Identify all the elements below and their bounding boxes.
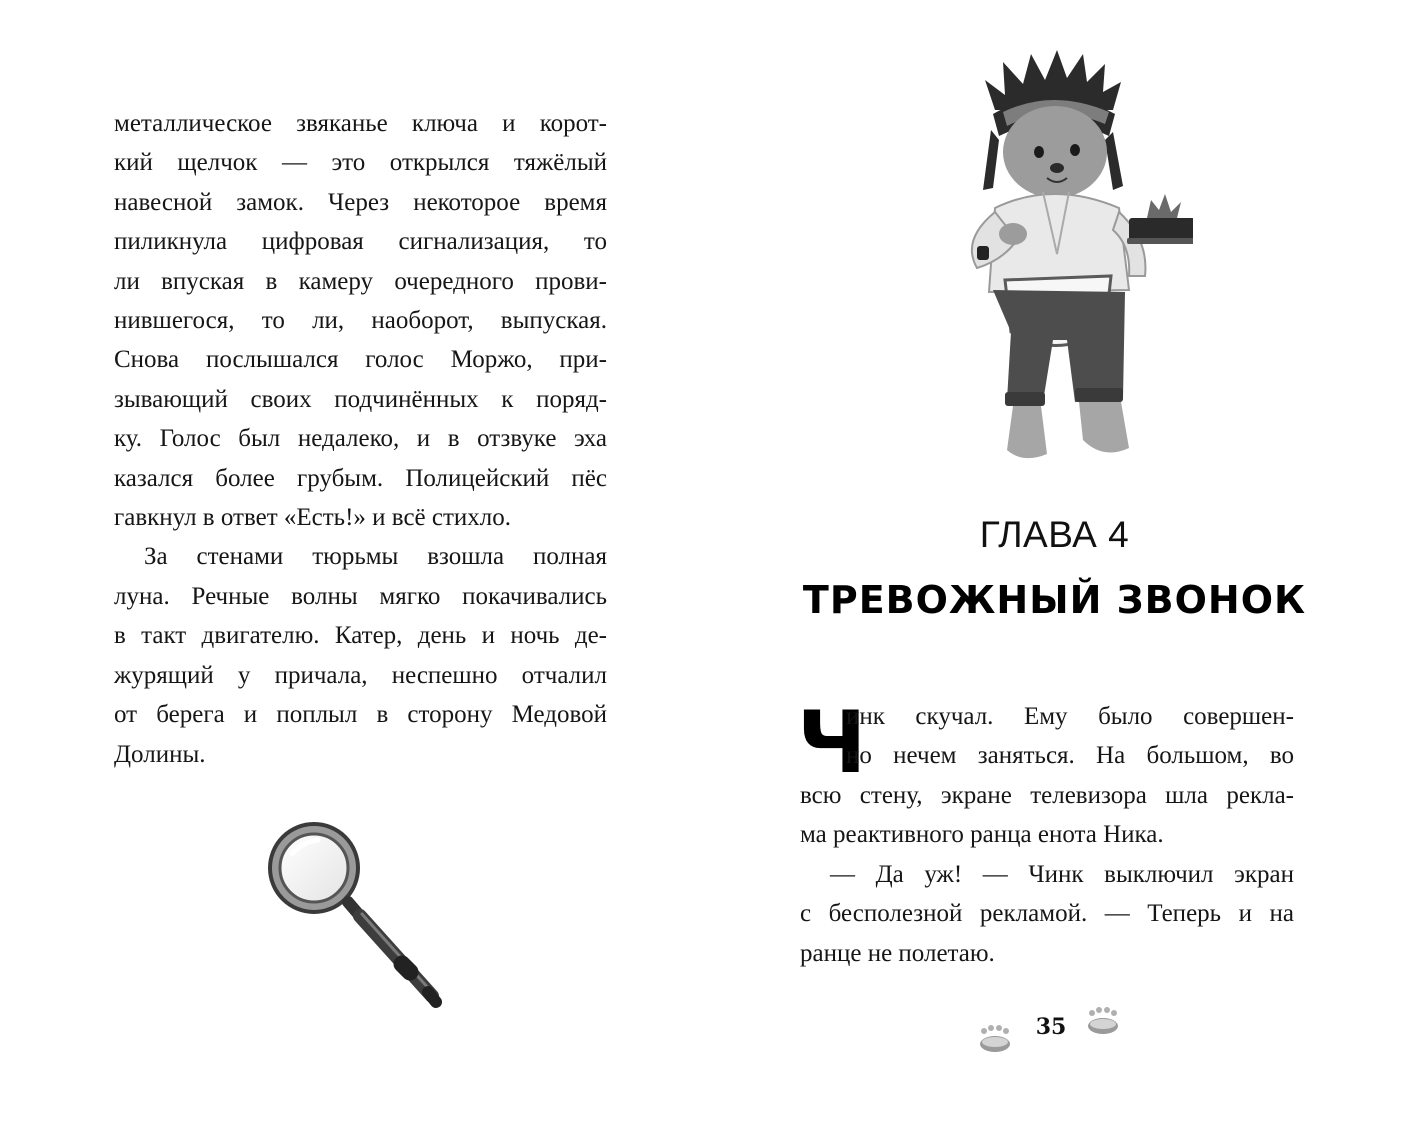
paw-print-icon	[1085, 1006, 1121, 1036]
text-line: казался более грубым. Полицейский пёс	[114, 464, 607, 492]
page-footer	[973, 1006, 1123, 1056]
text-line: пиликнула цифровая сигнализация, то	[114, 228, 607, 256]
chapter-title: ТРЕВОЖНЫЙ ЗВОНОК	[802, 578, 1307, 622]
magnifying-glass-icon	[262, 818, 458, 1018]
paw-print-icon	[977, 1024, 1013, 1054]
text-line: всю стену, экране телевизора шла рекла-	[800, 782, 1294, 809]
text-line: нившегося, то ли, наоборот, выпуская.	[114, 307, 607, 335]
text-line: гавкнул в ответ «Есть!» и всё стихло.	[114, 504, 512, 532]
text-line: с бесполезной рекламой. — Теперь и на	[800, 900, 1294, 928]
text-line: ранце не полетаю.	[800, 939, 995, 967]
drop-cap: Ч	[797, 693, 867, 793]
hedgehog-baker-illustration	[933, 40, 1193, 490]
text-line: луна. Речные волны мягко покачивались	[114, 582, 607, 610]
paragraph	[800, 855, 1294, 894]
paragraph	[114, 104, 607, 498]
paragraph-end	[114, 735, 607, 774]
text-line: но нечем заняться. На большом, во	[846, 742, 1294, 770]
chapter-number: ГЛАВА 4	[979, 514, 1130, 555]
text-line: от берега и поплыл в сторону Медовой	[114, 701, 607, 729]
text-line: За стенами тюрьмы взошла полная	[144, 543, 607, 571]
page-number: 35	[1035, 1014, 1067, 1040]
paragraph-end	[800, 934, 1294, 973]
text-line: зывающий своих подчинённых к поряд-	[114, 385, 607, 413]
paragraph-end	[800, 815, 1294, 854]
right-page-text-indented	[846, 697, 1294, 776]
text-line: кий щелчок — это открылся тяжёлый	[114, 149, 607, 177]
right-page	[703, 0, 1406, 1125]
text-line: Долины.	[114, 740, 206, 768]
text-line: ли впуская в камеру очередного прови-	[114, 267, 607, 295]
paragraph	[800, 776, 1294, 815]
right-page-text	[800, 776, 1294, 973]
text-line: ма реактивного ранца енота Ника.	[800, 821, 1164, 849]
paragraph	[800, 894, 1294, 933]
paragraph	[114, 577, 607, 735]
paragraph-end	[114, 498, 607, 537]
text-line: инк скучал. Ему было совершен-	[846, 703, 1294, 730]
text-line: навесной замок. Через некоторое время	[114, 188, 607, 216]
text-line: журящий у причала, неспешно отчалил	[114, 661, 607, 689]
text-line: — Да уж! — Чинк выключил экран	[830, 860, 1294, 888]
text-line: ку. Голос был недалеко, и в отзвуке эха	[114, 425, 607, 453]
paragraph	[846, 697, 1294, 776]
left-page-text	[114, 104, 607, 774]
text-line: в такт двигателю. Катер, день и ночь де-	[114, 622, 607, 650]
text-line: металлическое звяканье ключа и корот-	[114, 110, 607, 137]
text-line: Снова послышался голос Моржо, при-	[114, 346, 607, 374]
paragraph	[114, 537, 607, 576]
